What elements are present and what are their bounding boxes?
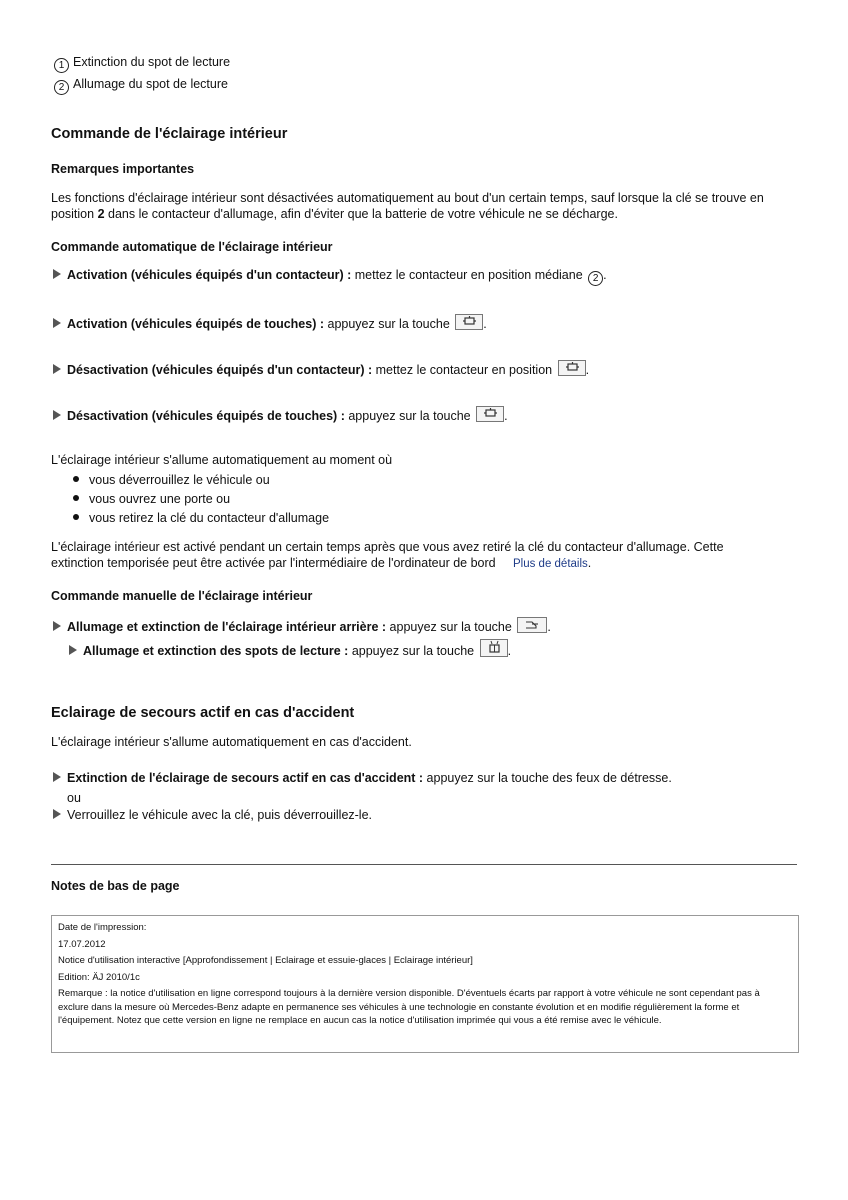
instruction-bold: Allumage et extinction des spots de lecture : [83,644,349,658]
subsection-title: Commande automatique de l'éclairage intérieur [51,240,333,254]
instruction-text: mettez le contacteur en position [372,363,556,377]
paragraph: L'éclairage intérieur s'allume automatiquement en cas d'accident. [51,735,412,749]
bullet-icon [73,476,79,482]
instruction-text: appuyez sur la touche [386,620,516,634]
manual-breadcrumb: Notice d'utilisation interactive [Approfondissement | Eclairage et essuie-glaces | Eclairage intérieur] [58,955,473,966]
footnotes-title: Notes de bas de page [51,879,180,893]
legend-item [54,55,230,73]
triangle-bullet-icon [53,364,61,374]
instruction-item [53,808,372,822]
instruction-item: Désactivation (véhicules équipés de touches) : appuyez sur la touche . [53,406,508,423]
section-title: Commande de l'éclairage intérieur [51,126,288,142]
instruction-item: Allumage et extinction de l'éclairage intérieur arrière : appuyez sur la touche . [53,617,551,634]
more-details-link[interactable]: Plus de détails [512,558,588,570]
reading-spot-button-icon [480,639,508,657]
print-date: 17.07.2012 [58,938,106,950]
legend-text: Allumage du spot de lecture [73,77,228,91]
instruction-bold: Activation (véhicules équipés de touches) : [67,317,325,331]
footnotes-box [51,915,799,1053]
notes-text: dans le contacteur d'allumage, afin d'éviter que la batterie de votre véhicule ne se décharge. [104,207,618,221]
legend-text: Extinction du spot de lecture [73,55,231,69]
triangle-bullet-icon [53,410,61,420]
section-title: Eclairage de secours actif en cas d'accident [51,705,355,721]
subsection-title: Commande manuelle de l'éclairage intérieur [51,589,313,603]
instruction-item: Activation (véhicules équipés d'un contacteur) : mettez le contacteur en position médiane 2 . [53,268,607,286]
notes-text: position [51,207,98,221]
list-item [73,473,270,487]
interior-light-button-icon [558,360,586,376]
instruction-bold: Allumage et extinction de l'éclairage intérieur arrière : [67,620,387,634]
print-date-label: Date de l'impression: [58,922,147,933]
instruction-text: appuyez sur la touche [344,409,475,423]
triangle-bullet-icon [53,809,61,819]
instruction-bold: Désactivation (véhicules équipés de touches) : [67,409,345,423]
notes-line: Les fonctions d'éclairage intérieur sont désactivées automatiquement au bout d'un certain temps, sauf lorsque la clé se trouve en [51,191,764,205]
instruction-bold: Désactivation (véhicules équipés d'un contacteur) : [67,363,373,377]
list-item-text: vous ouvrez une porte ou [89,492,231,506]
instruction-text: appuyez sur la touche [324,317,454,331]
list-item-text: vous retirez la clé du contacteur d'allumage [89,511,330,525]
instruction-bold: Extinction de l'éclairage de secours actif en cas d'accident : [67,771,424,785]
instruction-item [53,771,672,785]
interior-light-button-icon [476,406,504,422]
circled-number-1-icon: 1 [54,58,69,73]
instruction-text: Verrouillez le véhicule avec la clé, puis déverrouillez-le. [67,808,373,822]
instruction-text: mettez le contacteur en position médiane [351,268,587,282]
instruction-item: Activation (véhicules équipés de touches) : appuyez sur la touche . [53,314,487,331]
circled-number-2-icon: 2 [588,271,603,286]
instruction-text: appuyez sur la touche [348,644,478,658]
timer-paragraph [51,539,811,572]
notes-line [51,206,811,222]
instruction-item: Allumage et extinction des spots de lecture : appuyez sur la touche . [69,639,511,658]
rear-light-button-icon [517,617,547,633]
interior-light-button-icon [455,314,483,330]
paragraph: L'éclairage intérieur s'allume automatiquement au moment où [51,453,393,467]
or-text: ou [67,791,81,805]
list-item [73,492,230,506]
notes-bold: 2 [97,207,105,221]
notes-paragraph [51,190,811,222]
triangle-bullet-icon [53,621,61,631]
timer-line: extinction temporisée peut être activée par l'intermédiaire de l'ordinateur de bord Plus de détails. [51,556,592,570]
bullet-icon [73,495,79,501]
triangle-bullet-icon [69,645,77,655]
disclaimer: Remarque : la notice d'utilisation en ligne correspond toujours à la dernière version disponible. D'éventuels écarts par rapport à votre véhicule ne sont cependant pas à exclure dans la mesure où Mercedes-Benz adapte en permanence ses véhicules à une technologie en constante évolution et en modifie régulièrement la forme et l'équipement. Notez que cette version en ligne ne remplace en aucun cas la notice d'utilisation imprimée qui vous a été remise avec le véhicule. [58,988,760,1026]
instruction-text: appuyez sur la touche des feux de détresse. [423,771,672,785]
triangle-bullet-icon [53,269,61,279]
bullet-icon [73,514,79,520]
instruction-bold: Activation (véhicules équipés d'un contacteur) : [67,268,352,282]
triangle-bullet-icon [53,318,61,328]
list-item-text: vous déverrouillez le véhicule ou [89,473,270,487]
circled-number-2-icon: 2 [54,80,69,95]
divider [51,864,797,865]
triangle-bullet-icon [53,772,61,782]
legend-item [54,77,228,95]
timer-line: L'éclairage intérieur est activé pendant un certain temps après que vous avez retiré la clé du contacteur d'allumage. Cette [51,540,724,554]
list-item [73,511,329,525]
instruction-item: Désactivation (véhicules équipés d'un contacteur) : mettez le contacteur en position . [53,360,589,377]
edition: Edition: ÄJ 2010/1c [58,971,140,983]
subsection-title: Remarques importantes [51,162,195,176]
timer-text: extinction temporisée peut être activée par l'intermédiaire de l'ordinateur de bord [51,556,496,570]
